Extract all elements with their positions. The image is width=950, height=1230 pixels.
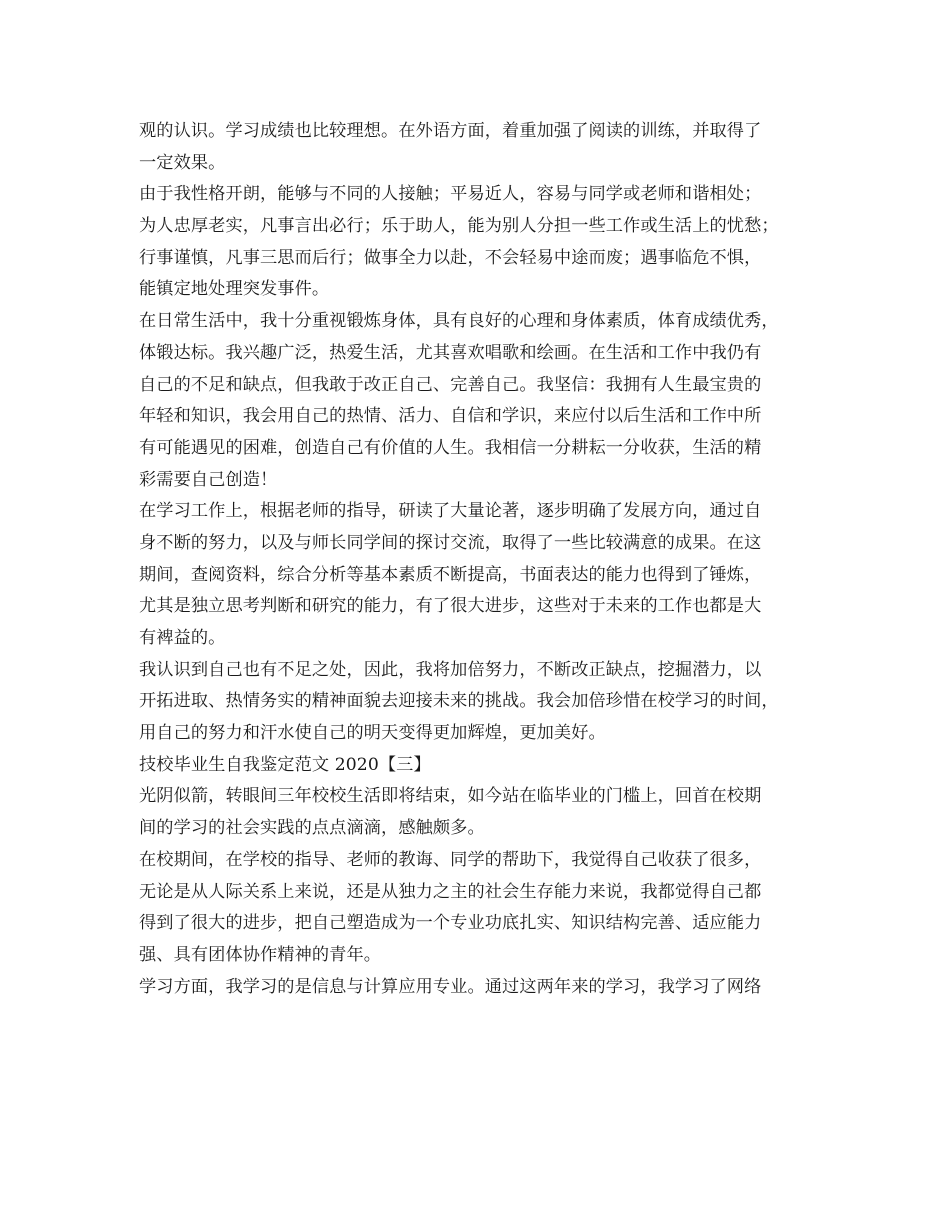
text-line: 有裨益的。 (139, 628, 226, 648)
document-body (139, 116, 829, 1003)
text-line: 开拓进取、热情务实的精神面貌去迎接未来的挑战。我会加倍珍惜在校学习的时间， (139, 691, 779, 712)
text-line: 学习方面，我学习的是信息与计算应用专业。通过这两年来的学习，我学习了网络 (139, 976, 762, 997)
text-line: 行事谨慎，凡事三思而后行；做事全力以赴，不会轻易中途而废；遇事临危不惧， (139, 247, 762, 268)
text-line: 在日常生活中，我十分重视锻炼身体，具有良好的心理和身体素质，体育成绩优秀， (139, 311, 779, 332)
text-line: 为人忠厚老实，凡事言出必行；乐于助人，能为别人分担一些工作或生活上的忧愁； (139, 216, 779, 237)
text-line: 间的学习的社会实践的点点滴滴，感触颇多。 (139, 818, 485, 839)
text-line: 体锻达标。我兴趣广泛，热爱生活，尤其喜欢唱歌和绘画。在生活和工作中我仍有 (139, 342, 762, 363)
text-line: 自己的不足和缺点，但我敢于改正自己、完善自己。我坚信：我拥有人生最宝贵的 (139, 374, 762, 395)
text-line: 一定效果。 (139, 152, 226, 173)
text-line: 在学习工作上，根据老师的指导，研读了大量论著，逐步明确了发展方向，通过自 (139, 501, 762, 522)
text-line: 得到了很大的进步，把自己塑造成为一个专业功底扎实、知识结构完善、适应能力 (139, 913, 762, 934)
text-line: 我认识到自己也有不足之处，因此，我将加倍努力，不断改正缺点，挖掘潜力，以 (139, 659, 762, 680)
text-line: 尤其是独立思考判断和研究的能力，有了很大进步，这些对于未来的工作也都是大 (139, 596, 762, 617)
text-line: 技校毕业生自我鉴定范文 2020【三】 (139, 754, 431, 775)
text-line: 由于我性格开朗，能够与不同的人接触；平易近人，容易与同学或老师和谐相处； (139, 184, 762, 205)
text-line: 期间，查阅资料，综合分析等基本素质不断提高，书面表达的能力也得到了锤炼， (139, 564, 762, 585)
text-line: 用自己的努力和汗水使自己的明天变得更加辉煌，更加美好。 (139, 723, 606, 744)
text-line: 观的认识。学习成绩也比较理想。在外语方面，着重加强了阅读的训练，并取得了 (139, 121, 762, 141)
text-line: 光阴似箭，转眼间三年校校生活即将结束，如今站在临毕业的门槛上，回首在校期 (139, 786, 762, 807)
text-line: 彩需要自己创造！ (139, 469, 278, 490)
text-line: 能镇定地处理突发事件。 (139, 279, 330, 300)
text-line: 有可能遇见的困难，创造自己有价值的人生。我相信一分耕耘一分收获，生活的精 (139, 437, 762, 458)
text-line: 年轻和知识，我会用自己的热情、活力、自信和学识，来应付以后生活和工作中所 (139, 406, 762, 427)
text-line: 身不断的努力，以及与师长同学间的探讨交流，取得了一些比较满意的成果。在这 (139, 532, 762, 553)
text-line: 在校期间，在学校的指导、老师的教诲、同学的帮助下，我觉得自己收获了很多， (139, 849, 762, 870)
text-line: 强、具有团体协作精神的青年。 (139, 944, 382, 965)
text-line: 无论是从人际关系上来说，还是从独力之主的社会生存能力来说，我都觉得自己都 (139, 881, 762, 902)
